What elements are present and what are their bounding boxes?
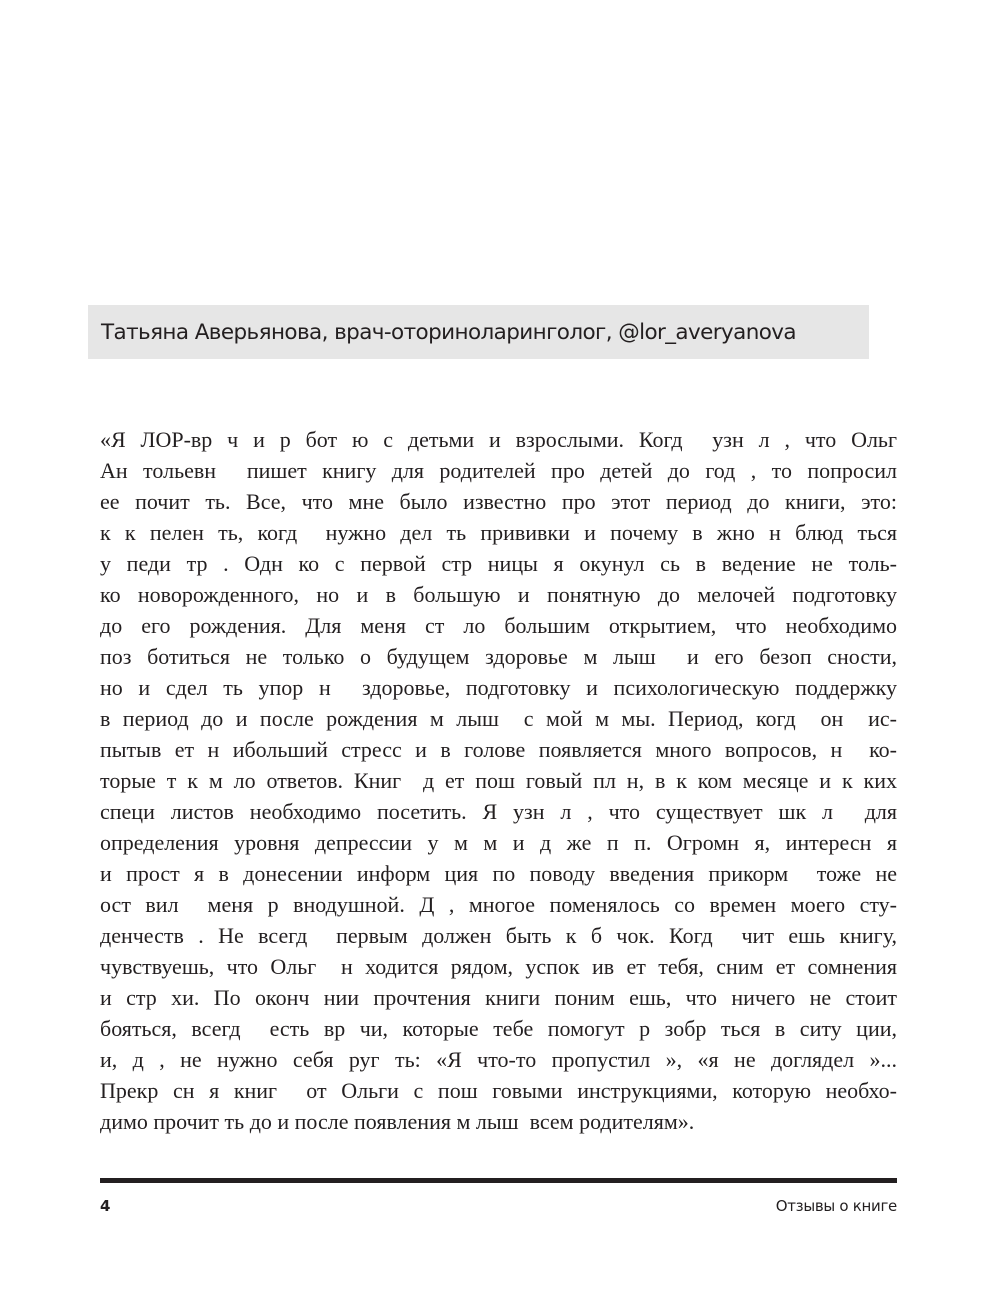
review-line: в период до и после рождения м лыш с мой м мы. Период, когд он ис- xyxy=(100,706,897,731)
review-line: до его рождения. Для меня ст ло большим открытием, что необходимо xyxy=(100,613,897,638)
review-line: и стр хи. По оконч нии прочтения книги поним ешь, что ничего не стоит xyxy=(100,985,897,1010)
review-line: пытыв ет н ибольший стресс и в голове появляется много вопросов, н ко- xyxy=(100,737,897,762)
author-name: Татьяна Аверьянова, врач-оториноларинголог, @lor_averyanova xyxy=(101,319,796,345)
review-line: но и сдел ть упор н здоровье, подготовку и психологическую поддержку xyxy=(100,675,897,700)
review-line: денчеств . Не всегд первым должен быть к б чок. Когд чит ешь книгу, xyxy=(100,923,897,948)
review-line: Ан тольевн пишет книгу для родителей про детей до год , то попросил xyxy=(100,458,897,483)
review-line: и прост я в донесении информ ция по поводу введения прикорм тоже не xyxy=(100,861,897,886)
review-line: Прекр сн я книг от Ольги с пош говыми инструкциями, которую необхо- xyxy=(100,1078,897,1103)
review-line: димо прочит ть до и после появления м лыш всем родителям». xyxy=(100,1109,695,1134)
running-head: Отзывы о книге xyxy=(775,1197,897,1215)
review-line: у педи тр . Одн ко с первой стр ницы я окунул сь в ведение не толь- xyxy=(100,551,897,576)
review-line: к к пелен ть, когд нужно дел ть прививки и почему в жно н блюд ться xyxy=(100,520,897,545)
footer-divider xyxy=(100,1178,897,1183)
review-line: чувствуешь, что Ольг н ходится рядом, успок ив ет тебя, сним ет сомнения xyxy=(100,954,897,979)
review-line: и, д , не нужно себя руг ть: «Я что-то пропустил », «я не доглядел »... xyxy=(100,1047,897,1072)
page-number: 4 xyxy=(100,1197,111,1215)
review-line: ее почит ть. Все, что мне было известно про этот период до книги, это: xyxy=(100,489,897,514)
review-line: ост вил меня р внодушной. Д , многое поменялось со времен моего сту- xyxy=(100,892,897,917)
review-line: поз ботиться не только о будущем здоровье м лыш и его безоп сности, xyxy=(100,644,897,669)
review-line: ко новорожденного, но и в большую и понятную до мелочей подготовку xyxy=(100,582,897,607)
author-banner xyxy=(88,305,869,359)
review-line: «Я ЛОР-вр ч и р бот ю с детьми и взрослыми. Когд узн л , что Ольг xyxy=(100,427,897,452)
review-text xyxy=(100,424,897,1137)
review-line: специ листов необходимо посетить. Я узн л , что существует шк л для xyxy=(100,799,897,824)
review-line: торые т к м ло ответов. Книг д ет пош говый пл н, в к ком месяце и к ких xyxy=(100,768,897,793)
review-line: определения уровня депрессии у м м и д же п п. Огромн я, интересн я xyxy=(100,830,897,855)
review-line: бояться, всегд есть вр чи, которые тебе помогут р зобр ться в ситу ции, xyxy=(100,1016,897,1041)
